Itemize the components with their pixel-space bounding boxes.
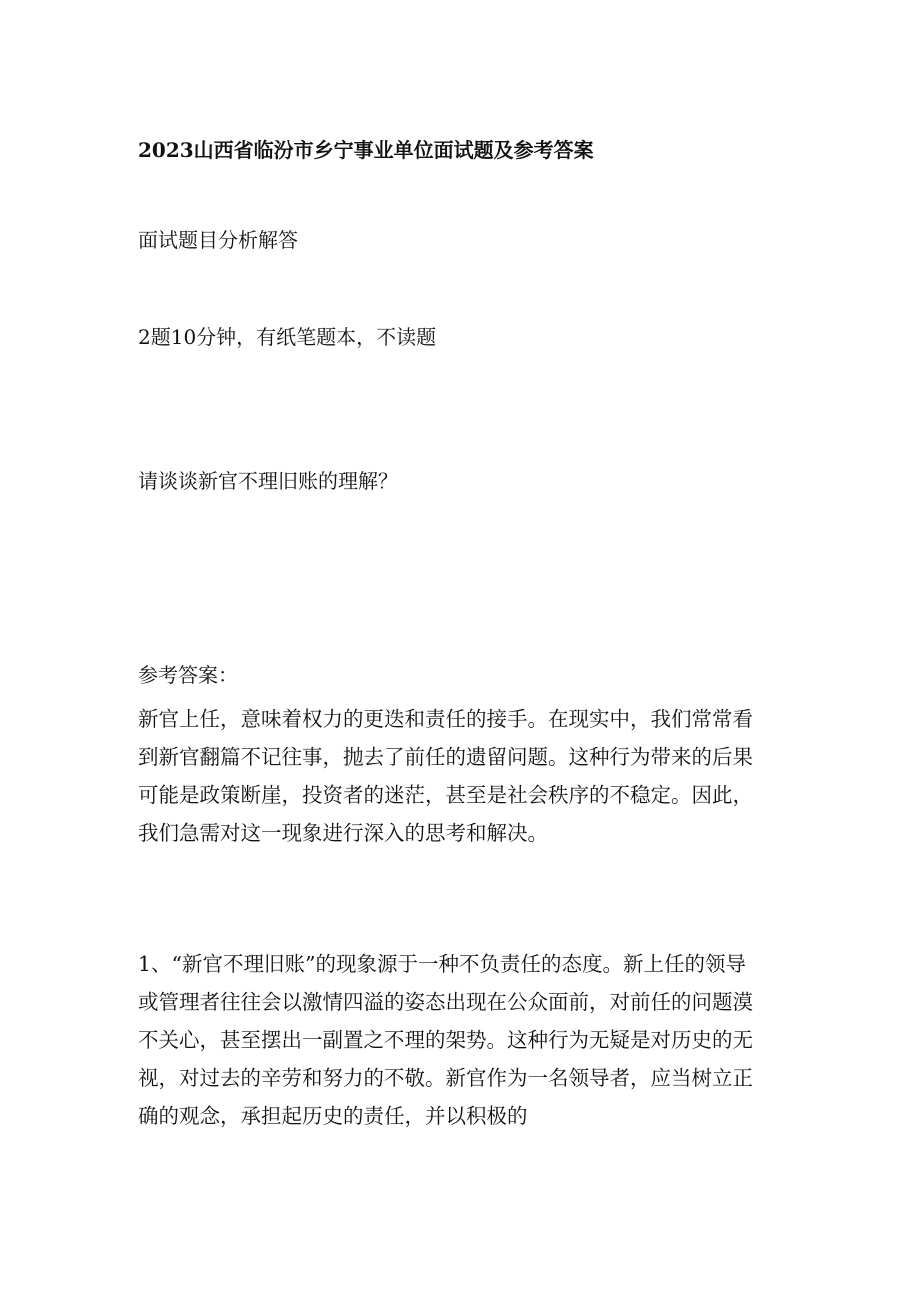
paragraph-line: 确的观念，承担起历史的责任，并以积极的: [138, 1104, 528, 1128]
document-title: 2023山西省临汾市乡宁事业单位面试题及参考答案: [138, 138, 594, 162]
answer-paragraph-intro: [138, 700, 808, 852]
paragraph-line: 我们急需对这一现象进行深入的思考和解决。: [138, 821, 548, 845]
answer-label: 参考答案：: [138, 663, 238, 687]
paragraph-line: 可能是政策断崖，投资者的迷茫，甚至是社会秩序的不稳定。因此，: [138, 783, 753, 807]
interview-question: 请谈谈新官不理旧账的理解？: [138, 469, 398, 493]
paragraph-line: 或管理者往往会以激情四溢的姿态出现在公众面前，对前任的问题漠: [138, 990, 753, 1014]
paragraph-line: 到新官翻篇不记往事，抛去了前任的遗留问题。这种行为带来的后果: [138, 745, 753, 769]
answer-paragraph-point-1: [138, 945, 808, 1135]
paragraph-line: 1、“新官不理旧账”的现象源于一种不负责任的态度。新上任的领导: [138, 952, 747, 976]
paragraph-line: 视，对过去的辛劳和努力的不敬。新官作为一名领导者，应当树立正: [138, 1066, 753, 1090]
document-subtitle: 面试题目分析解答: [138, 228, 298, 252]
paragraph-line: 新官上任，意味着权力的更迭和责任的接手。在现实中，我们常常看: [138, 707, 753, 731]
exam-format-note: 2题10分钟，有纸笔题本，不读题: [138, 325, 437, 349]
paragraph-line: 不关心，甚至摆出一副置之不理的架势。这种行为无疑是对历史的无: [138, 1028, 753, 1052]
